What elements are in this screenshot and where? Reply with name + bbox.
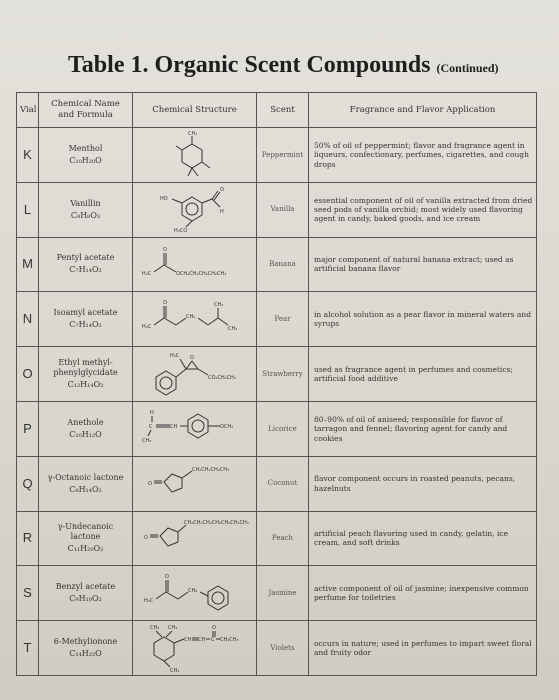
table-row <box>17 456 537 511</box>
structure-anethole <box>133 401 257 456</box>
svg-text:O: O <box>211 625 216 632</box>
svg-text:CH₂: CH₂ <box>187 588 197 595</box>
svg-text:CH₂CH₃: CH₂CH₃ <box>219 637 239 644</box>
chemical-formula: C₁₁H₂₀O₂ <box>67 544 104 554</box>
vial-label: Q <box>17 456 39 511</box>
chemical-name: 6-Methylionone C₁₄H₂₂O <box>39 621 133 676</box>
svg-text:CH₂: CH₂ <box>185 314 195 321</box>
svg-text:HO: HO <box>159 195 168 202</box>
application-text: major component of natural banana extract; used as artificial banana flavor <box>309 237 537 292</box>
octanoic-lactone-structure-diagram <box>136 459 254 509</box>
svg-text:H: H <box>219 208 224 215</box>
scent: Violets <box>257 621 309 676</box>
svg-text:O: O <box>219 186 224 193</box>
title-text: Table 1. Organic Scent Compounds <box>68 52 431 78</box>
svg-text:H₃C: H₃C <box>141 271 151 278</box>
chemical-formula: C₁₂H₁₄O₃ <box>67 380 104 390</box>
application-text: active component of oil of jasmine; inexpensive common perfume for toiletries <box>309 566 537 621</box>
svg-text:H₃CO: H₃CO <box>173 227 187 234</box>
application-text: used as fragrance agent in perfumes and cosmetics; artificial food additive <box>309 347 537 402</box>
header-scent: Scent <box>257 93 309 128</box>
structure-menthol <box>133 128 257 183</box>
svg-text:CH₃: CH₃ <box>167 625 177 632</box>
svg-text:H₃C: H₃C <box>143 598 153 605</box>
svg-text:CH₃: CH₃ <box>227 326 237 333</box>
table-row <box>17 401 537 456</box>
svg-text:CH: CH <box>183 637 191 644</box>
svg-text:O: O <box>164 574 169 581</box>
structure-undecanoic-lactone <box>133 511 257 566</box>
vial-label: S <box>17 566 39 621</box>
table-row <box>17 347 537 402</box>
svg-text:O: O <box>189 355 194 362</box>
header-name: Chemical Name and Formula <box>39 93 133 128</box>
scent: Licorice <box>257 401 309 456</box>
table-row <box>17 237 537 292</box>
chemical-formula: C₁₀H₂₀O <box>69 155 102 165</box>
chemical-name: Menthol C₁₀H₂₀O <box>39 128 133 183</box>
svg-text:CH₃: CH₃ <box>213 302 223 309</box>
anethole-structure-diagram <box>136 404 254 454</box>
scent-compounds-table <box>16 92 537 676</box>
title-suffix: (Continued) <box>436 61 499 75</box>
chemical-formula: C₉H₁₀O₂ <box>69 594 102 604</box>
chemical-formula: C₇H₁₄O₂ <box>69 265 102 275</box>
application-text: 80–90% of oil of aniseed; responsible for flavor of tarragon and fennel; flavoring agent for candy and cookies <box>309 401 537 456</box>
structure-octanoic-lactone <box>133 456 257 511</box>
glycidate-structure-diagram <box>136 349 254 399</box>
chemical-name: Benzyl acetate C₉H₁₀O₂ <box>39 566 133 621</box>
application-text: essential component of oil of vanilla extracted from dried seed pods of vanilla orchid; most widely used flavoring agent in candy, baked goods, and ice cream <box>309 182 537 237</box>
svg-text:CH₃: CH₃ <box>141 437 151 444</box>
header-structure: Chemical Structure <box>133 93 257 128</box>
vial-label: T <box>17 621 39 676</box>
table-row <box>17 292 537 347</box>
chemical-name: Vanillin C₈H₈O₃ <box>39 182 133 237</box>
scent: Jasmine <box>257 566 309 621</box>
table-row <box>17 128 537 183</box>
vial-label: R <box>17 511 39 566</box>
chemical-name: Anethole C₁₀H₁₂O <box>39 401 133 456</box>
application-text: 50% of oil of peppermint; flavor and fragrance agent in liqueurs, confectionary, perfumes, cigarettes, and cough drops <box>309 128 537 183</box>
application-text: in alcohol solution as a pear flavor in mineral waters and syrups <box>309 292 537 347</box>
pentyl-acetate-structure-diagram <box>136 239 254 289</box>
chemical-formula: C₈H₈O₃ <box>70 210 101 220</box>
table-row <box>17 511 537 566</box>
vial-label: L <box>17 182 39 237</box>
structure-methylionone <box>133 621 257 676</box>
scent: Vanilla <box>257 182 309 237</box>
header-vial: Vial <box>17 93 39 128</box>
scent: Banana <box>257 237 309 292</box>
svg-text:O: O <box>143 535 148 542</box>
svg-text:CH₂CH₂CH₂CH₂CH₂CH₂CH₃: CH₂CH₂CH₂CH₂CH₂CH₂CH₃ <box>183 520 249 527</box>
svg-text:H₃C: H₃C <box>141 324 151 331</box>
scent: Peppermint <box>257 128 309 183</box>
vial-label: N <box>17 292 39 347</box>
menthol-structure-diagram <box>136 130 254 180</box>
svg-text:H₃C: H₃C <box>169 353 179 360</box>
chemical-name: Pentyl acetate C₇H₁₄O₂ <box>39 237 133 292</box>
methylionone-structure-diagram <box>136 623 254 673</box>
chemical-name: γ-Octanoic lactone C₈H₁₄O₂ <box>39 456 133 511</box>
application-text: flavor component occurs in roasted peanuts, pecans, hazelnuts <box>309 456 537 511</box>
svg-text:CH: CH <box>169 423 177 430</box>
vial-label: M <box>17 237 39 292</box>
structure-vanillin <box>133 182 257 237</box>
svg-text:CH₃: CH₃ <box>149 625 159 632</box>
table-header-row <box>17 93 537 128</box>
header-application: Fragrance and Flavor Application <box>309 93 537 128</box>
vanillin-structure-diagram <box>136 185 254 235</box>
chemical-formula: C₁₄H₂₂O <box>69 649 102 659</box>
svg-text:O: O <box>162 300 167 307</box>
page-title <box>68 52 499 79</box>
chemical-name: Ethyl methyl-phenylglycidate C₁₂H₁₄O₃ <box>39 347 133 402</box>
svg-text:C: C <box>210 637 214 644</box>
scent: Coconut <box>257 456 309 511</box>
chemical-formula: C₁₀H₁₂O <box>69 429 102 439</box>
structure-pentyl-acetate <box>133 237 257 292</box>
vial-label: K <box>17 128 39 183</box>
vial-label: P <box>17 401 39 456</box>
svg-text:CH₃: CH₃ <box>169 668 179 674</box>
svg-text:CO₂CH₂CH₃: CO₂CH₂CH₃ <box>207 375 236 382</box>
svg-text:C: C <box>148 423 152 430</box>
structure-isoamyl-acetate <box>133 292 257 347</box>
svg-text:OCH₃: OCH₃ <box>219 423 233 430</box>
scent: Strawberry <box>257 347 309 402</box>
table-row <box>17 182 537 237</box>
isoamyl-acetate-structure-diagram <box>136 294 254 344</box>
svg-text:CH: CH <box>197 637 205 644</box>
table-row <box>17 621 537 676</box>
svg-text:O: O <box>162 247 167 254</box>
application-text: artificial peach flavoring used in candy, gelatin, ice cream, and soft drinks <box>309 511 537 566</box>
chemical-name: Isoamyl acetate C₇H₁₄O₂ <box>39 292 133 347</box>
table-row <box>17 566 537 621</box>
chemical-formula: C₈H₁₄O₂ <box>69 484 102 494</box>
vial-label: O <box>17 347 39 402</box>
benzyl-acetate-structure-diagram <box>136 568 254 618</box>
scent: Peach <box>257 511 309 566</box>
structure-ethyl-methylphenylglycidate <box>133 347 257 402</box>
svg-text:O: O <box>147 480 152 487</box>
chemical-name: γ-Undecanoic lactone C₁₁H₂₀O₂ <box>39 511 133 566</box>
structure-benzyl-acetate <box>133 566 257 621</box>
svg-text:H: H <box>149 409 154 416</box>
svg-text:CH₃: CH₃ <box>187 130 197 137</box>
chemical-formula: C₇H₁₄O₂ <box>69 320 102 330</box>
scent: Pear <box>257 292 309 347</box>
svg-text:OCH₂CH₂CH₂CH₂CH₃: OCH₂CH₂CH₂CH₂CH₃ <box>175 271 226 278</box>
application-text: occurs in nature; used in perfumes to impart sweet floral and fruity odor <box>309 621 537 676</box>
undecanoic-lactone-structure-diagram <box>136 513 254 563</box>
svg-text:CH₂CH₂CH₂CH₃: CH₂CH₂CH₂CH₃ <box>191 466 229 473</box>
